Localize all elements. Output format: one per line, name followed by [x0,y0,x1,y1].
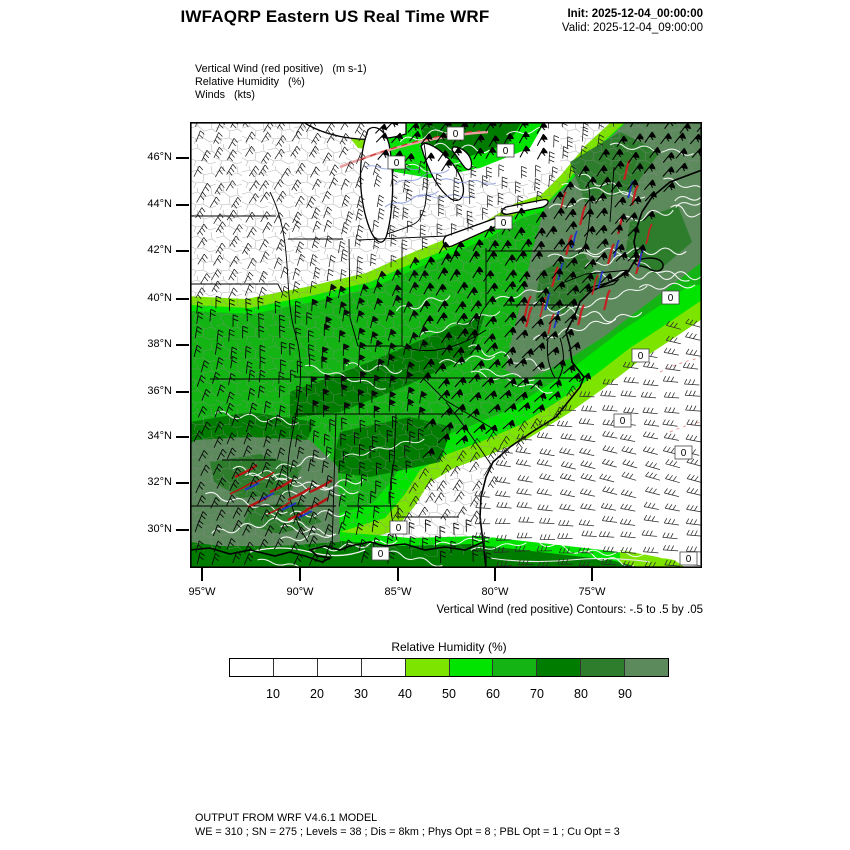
svg-text:0: 0 [637,351,644,362]
lon-tick-mark [494,568,496,581]
colorbar-cell [449,659,493,676]
lat-label: 38°N [147,338,172,350]
map-canvas [190,122,702,568]
colorbar-cell [624,659,668,676]
lat-label: 42°N [147,244,172,256]
lon-tick-mark [397,568,399,581]
zero-contour-label [680,552,697,565]
init-time-label: Init: 2025-12-04_00:00:00 [567,8,703,20]
lon-label: 80°W [481,586,509,598]
colorbar-cell [536,659,580,676]
colorbar-cell [361,659,405,676]
valid-time-label: Valid: 2025-12-04_09:00:00 [561,22,703,34]
svg-text:0: 0 [395,523,402,534]
lat-tick-mark [176,529,189,531]
lat-tick-mark [176,298,189,300]
lat-tick-mark [176,344,189,346]
lat-label: 32°N [147,476,172,488]
lat-tick-mark [176,391,189,393]
lon-label: 85°W [384,586,412,598]
colorbar-tick-label: 50 [442,687,456,701]
footer-line: WE = 310 ; SN = 275 ; Levels = 38 ; Dis = 8km ; Phys Opt = 8 ; PBL Opt = 1 ; Cu Opt = 3 [195,825,620,838]
lat-tick-mark [176,157,189,159]
lon-tick-mark [299,568,301,581]
colorbar-tick-label: 20 [310,687,324,701]
legend-line: Relative Humidity (%) [195,76,305,88]
lat-label: 44°N [147,198,172,210]
colorbar-tick-label: 40 [398,687,412,701]
zero-contour-label [675,446,692,459]
zero-contour-label [614,414,631,427]
svg-text:0: 0 [500,218,507,229]
colorbar-cell [230,659,273,676]
svg-text:0: 0 [393,158,400,169]
svg-text:0: 0 [377,549,384,560]
svg-text:0: 0 [452,129,459,140]
zero-contour-label [372,547,389,560]
lat-label: 40°N [147,292,172,304]
colorbar-tick-label: 70 [530,687,544,701]
lat-tick-mark [176,436,189,438]
zero-contour-label [497,144,514,157]
svg-text:0: 0 [685,554,692,565]
lon-tick-mark [591,568,593,581]
lat-label: 34°N [147,430,172,442]
lat-tick-mark [176,204,189,206]
relative-humidity-colorbar [229,658,669,677]
footer-line: OUTPUT FROM WRF V4.6.1 MODEL [195,812,378,824]
lon-label: 90°W [286,586,314,598]
svg-text:0: 0 [502,146,509,157]
colorbar-cell [317,659,361,676]
lat-tick-mark [176,250,189,252]
field-legend [195,63,367,102]
svg-text:0: 0 [619,416,626,427]
lon-label: 95°W [188,586,216,598]
lat-label: 30°N [147,523,172,535]
lat-label: 46°N [147,151,172,163]
colorbar-tick-label: 10 [266,687,280,701]
weather-map [190,122,702,568]
colorbar-title: Relative Humidity (%) [391,640,507,654]
colorbar-cell [580,659,624,676]
svg-text:0: 0 [680,448,687,459]
colorbar-cell [405,659,449,676]
model-footer [195,812,620,839]
colorbar-tick-label: 80 [574,687,588,701]
colorbar-cell [273,659,317,676]
zero-contour-label [495,216,512,229]
contour-note: Vertical Wind (red positive) Contours: -.5 to .5 by .05 [436,604,703,616]
colorbar-tick-label: 60 [486,687,500,701]
colorbar-tick-label: 30 [354,687,368,701]
lat-tick-mark [176,482,189,484]
page-title: IWFAQRP Eastern US Real Time WRF [180,7,490,26]
colorbar-cell [492,659,536,676]
zero-contour-label [662,291,679,304]
lat-label: 36°N [147,385,172,397]
zero-contour-label [447,127,464,140]
svg-text:0: 0 [667,293,674,304]
zero-contour-label [390,521,407,534]
lon-tick-mark [201,568,203,581]
zero-contour-label [632,349,649,362]
zero-contour-label [388,156,405,169]
legend-line: Vertical Wind (red positive) (m s-1) [195,63,367,75]
colorbar-tick-label: 90 [618,687,632,701]
lon-label: 75°W [578,586,606,598]
legend-line: Winds (kts) [195,89,255,101]
